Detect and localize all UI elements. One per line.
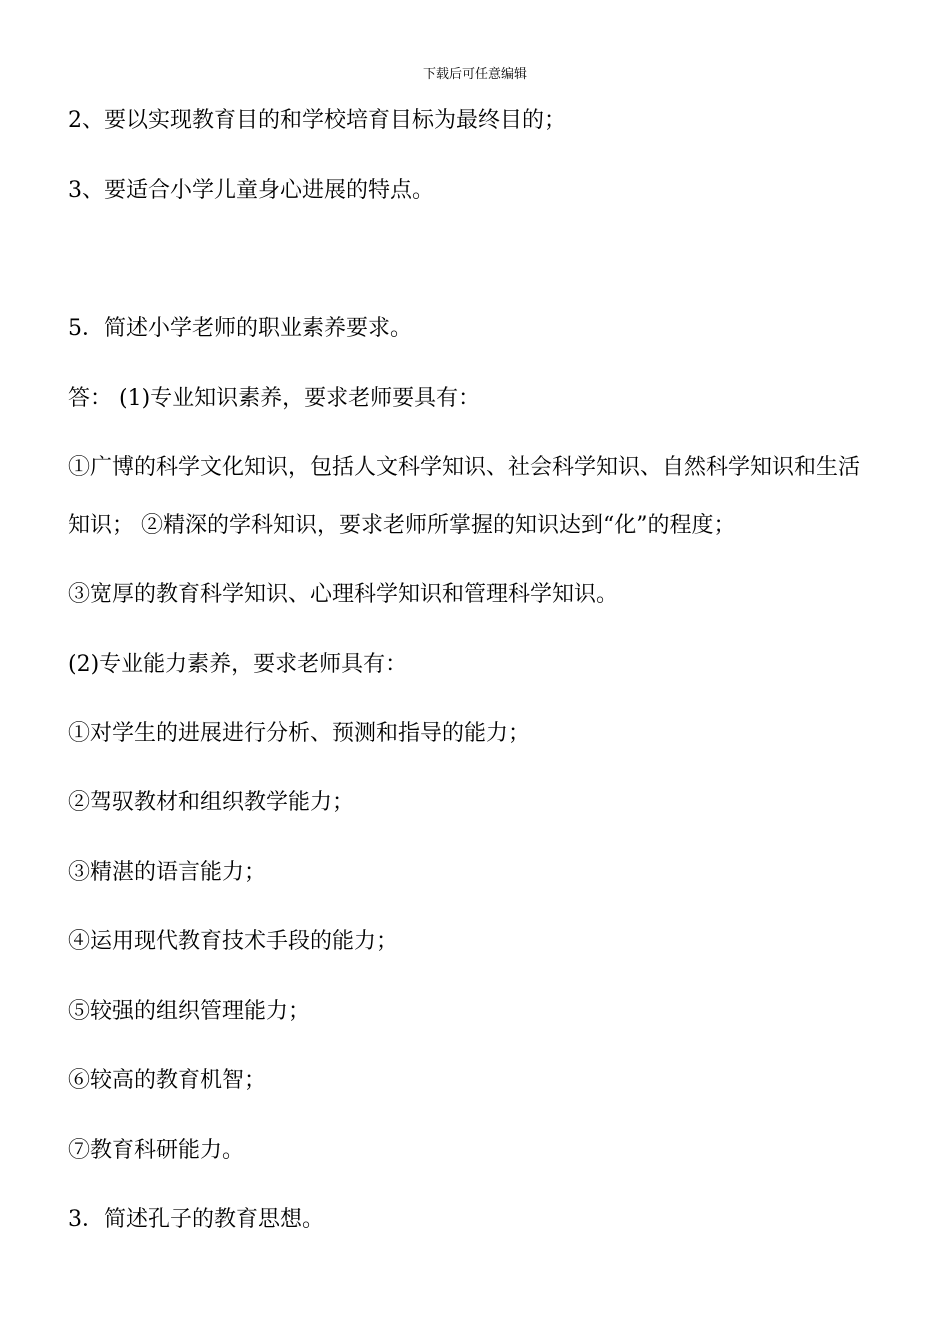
text-line: (2)专业能力素养，要求老师具有： xyxy=(68,652,408,677)
question-heading: 5．简述小学老师的职业素养要求。 xyxy=(68,316,412,341)
list-item: ①对学生的进展进行分析、预测和指导的能力； xyxy=(68,721,531,746)
text-line: 知识； ②精深的学科知识，要求老师所掌握的知识达到“化”的程度； xyxy=(68,513,736,538)
text-line: ③宽厚的教育科学知识、心理科学知识和管理科学知识。 xyxy=(68,582,619,607)
question-heading: 3．简述孔子的教育思想。 xyxy=(68,1207,324,1232)
text-line: ①广博的科学文化知识，包括人文科学知识、社会科学知识、自然科学知识和生活 xyxy=(68,455,861,480)
page-header: 下载后可任意编辑 xyxy=(422,67,527,82)
list-item: ④运用现代教育技术手段的能力； xyxy=(68,929,399,954)
text-line: 2、要以实现教育目的和学校培育目标为最终目的； xyxy=(68,108,566,133)
list-item: ⑦教育科研能力。 xyxy=(68,1138,245,1163)
text-line: 3、要适合小学儿童身心进展的特点。 xyxy=(68,178,434,203)
list-item: ③精湛的语言能力； xyxy=(68,860,267,885)
answer-line: 答： (1)专业知识素养，要求老师要具有： xyxy=(68,386,481,411)
list-item: ②驾驭教材和组织教学能力； xyxy=(68,790,355,815)
list-item: ⑥较高的教育机智； xyxy=(68,1068,267,1093)
list-item: ⑤较强的组织管理能力； xyxy=(68,999,311,1024)
